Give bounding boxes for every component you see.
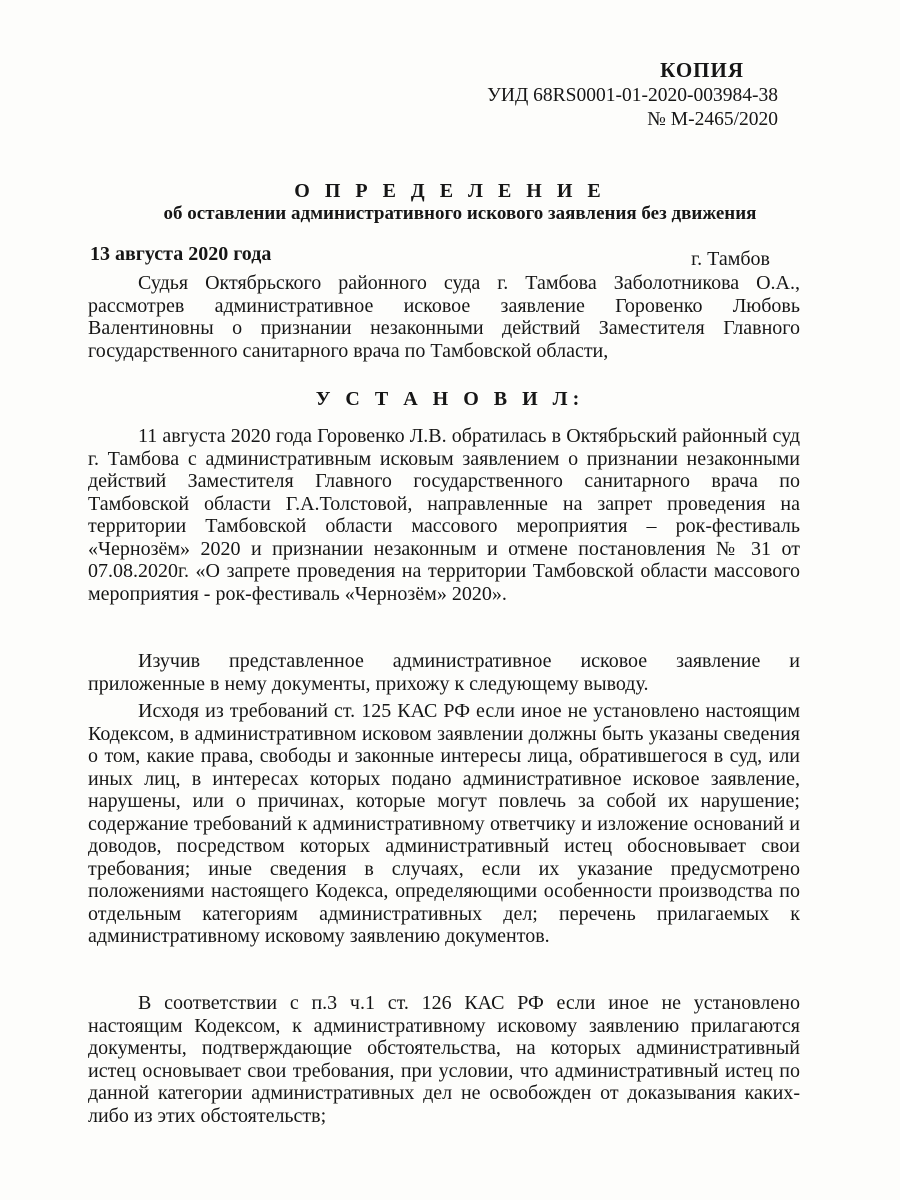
- paragraph-1: [88, 425, 800, 605]
- ustanovil-heading: У С Т А Н О В И Л:: [315, 388, 585, 410]
- intro-paragraph: Судья Октябрьского районного суда г. Тамбова Заболотникова О.А., рассмотрев административное исковое заявление Горовенко Любовь Валентиновны о признании незаконными действий Заместителя Главного государственного санитарного врача по Тамбовской области,: [88, 272, 800, 362]
- document-header: [487, 58, 778, 132]
- paragraph-4: [88, 992, 800, 1127]
- body-paragraph: Исходя из требований ст. 125 КАС РФ если иное не установлено настоящим Кодексом, в административном исковом заявлении должны быть указаны сведения о том, какие права, свободы и законные интересы лица, обратившегося в суд, или иных лиц, в интересах которых подано административное исковое заявление, нарушены, или о причинах, которые могут повлечь за собой их нарушение; содержание требований к административному ответчику и изложение оснований и доводов, посредством которых административный истец обосновывает свои требования; иные сведения в случаях, если их указание предусмотрено положениями настоящего Кодекса, определяющими особенности производства по отдельным категориям административных дел; перечень прилагаемых к административному исковому заявлению документов.: [88, 700, 800, 947]
- copy-mark: КОПИЯ: [660, 58, 744, 82]
- document-subtitle: об оставлении административного искового заявления без движения: [163, 203, 757, 224]
- date-line: [90, 243, 770, 270]
- document-date: 13 августа 2020 года: [90, 243, 272, 265]
- paragraph-3: [88, 700, 800, 948]
- document-city: г. Тамбов: [691, 248, 770, 270]
- case-number: № М-2465/2020: [647, 109, 778, 130]
- body-paragraph: В соответствии с п.3 ч.1 ст. 126 КАС РФ если иное не установлено настоящим Кодексом, к административному исковому заявлению прилагаются документы, подтверждающие обстоятельства, на которых административный истец основывает свои требования, при условии, что административный истец по данной категории административных дел не освобожден от доказывания каких-либо из этих обстоятельств;: [88, 992, 800, 1127]
- uid-number: УИД 68RS0001-01-2020-003984-38: [487, 85, 778, 106]
- document-title: О П Р Е Д Е Л Е Н И Е: [294, 180, 606, 202]
- body-paragraph: 11 августа 2020 года Горовенко Л.В. обратилась в Октябрьский районный суд г. Тамбова с административным исковым заявлением о признании незаконными действий Заместителя Главного государственного санитарного врача по Тамбовской области Г.А.Толстовой, направленные на запрет проведения на территории Тамбовской области массового мероприятия – рок-фестиваль «Чернозём» 2020 и признании незаконным и отмене постановления № 31 от 07.08.2020г. «О запрете проведения на территории Тамбовской области массового мероприятия - рок-фестиваль «Чернозём» 2020».: [88, 425, 800, 605]
- paragraph-2: [88, 650, 800, 695]
- body-paragraph: Изучив представленное административное исковое заявление и приложенные в нему документы, прихожу к следующему выводу.: [88, 650, 800, 695]
- intro-block: [88, 272, 800, 362]
